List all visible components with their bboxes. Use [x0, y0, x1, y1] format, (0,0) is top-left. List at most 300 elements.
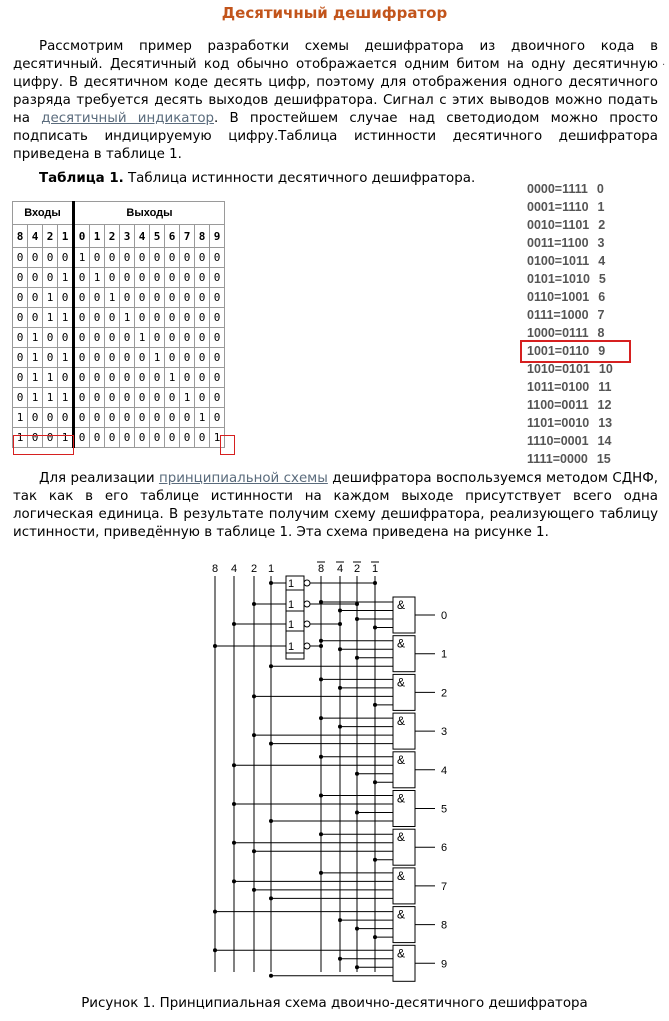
inverted-input-label-4: 4 — [336, 563, 344, 575]
output-cell: 0 — [120, 248, 135, 268]
output-cell: 0 — [90, 308, 105, 328]
intro-paragraph: Рассмотрим пример разработки схемы дешифратора из двоичного кода в десятичный. Десятичный код обычно отображается одним битом на одну десятичную цифру. В десятичном коде десять цифр, поэтому для отображения одного десятичного разряда требуется десять выходов дешифратора. Сигнал с этих выводов можно подать на десятичный индикатор. В простейшем случае над светодиодом можно просто подписать индицируемую цифру.Таблица истинности десятичного дешифратора приведена в таблице 1. — [13, 39, 658, 162]
input-cell: 1 — [43, 368, 58, 388]
junction-dot — [319, 794, 323, 798]
output-cell: 0 — [120, 328, 135, 348]
table-row — [13, 348, 225, 368]
input-label-4: 4 — [230, 563, 238, 575]
code-value: 1010=0101 — [527, 362, 590, 376]
output-cell: 0 — [165, 268, 180, 288]
row-highlight-inputs — [13, 435, 74, 455]
code-value: 1111=0000 — [527, 452, 588, 466]
input-cell: 0 — [13, 268, 28, 288]
output-cell: 0 — [165, 248, 180, 268]
table-row — [13, 388, 225, 408]
inverter-label: 1 — [287, 641, 295, 653]
output-cell: 0 — [180, 328, 195, 348]
junction-dot — [338, 622, 342, 626]
output-cell: 0 — [210, 248, 225, 268]
input-cell: 0 — [28, 308, 43, 328]
output-cell: 0 — [165, 328, 180, 348]
code-number: 7 — [597, 308, 605, 322]
junction-dot — [355, 656, 359, 660]
output-label-6: 6 — [440, 842, 448, 855]
output-cell: 0 — [210, 368, 225, 388]
code-value: 1000=0111 — [527, 326, 589, 340]
junction-dot — [269, 819, 273, 823]
junction-dot — [213, 948, 217, 952]
junction-dot — [232, 841, 236, 845]
code-number: 8 — [597, 326, 605, 340]
output-label-1: 1 — [440, 648, 448, 661]
input-cell: 1 — [58, 308, 74, 328]
output-cell: 1 — [105, 288, 120, 308]
and-gate-label: & — [396, 752, 406, 767]
output-cell: 0 — [195, 248, 210, 268]
table-row — [13, 368, 225, 388]
output-cell: 0 — [210, 348, 225, 368]
inverted-input-label-2: 2 — [353, 563, 361, 575]
output-cell: 0 — [195, 308, 210, 328]
output-cell: 0 — [210, 408, 225, 428]
and-gate-label: & — [396, 675, 406, 690]
output-cell: 0 — [150, 328, 165, 348]
code-list-item — [527, 378, 619, 396]
code-number: 2 — [598, 218, 606, 232]
output-cell: 1 — [195, 408, 210, 428]
input-cell: 0 — [28, 248, 43, 268]
code-value: 0010=1101 — [527, 218, 590, 232]
input-label-2: 2 — [250, 563, 258, 575]
input-col-8: 8 — [13, 225, 28, 248]
junction-dot — [355, 772, 359, 776]
output-cell: 0 — [135, 388, 150, 408]
table-row — [13, 328, 225, 348]
code-list-item — [527, 306, 619, 324]
code-value: 0111=1000 — [527, 308, 589, 322]
junction-dot — [373, 581, 377, 585]
junction-dot — [269, 581, 273, 585]
input-cell: 1 — [43, 288, 58, 308]
junction-dot — [213, 910, 217, 914]
output-cell: 0 — [135, 268, 150, 288]
code-number: 14 — [597, 434, 612, 448]
code-value: 0011=1100 — [527, 236, 589, 250]
input-cell: 0 — [43, 348, 58, 368]
output-cell: 0 — [135, 248, 150, 268]
inverter-bubble — [304, 580, 310, 586]
output-cell: 0 — [135, 368, 150, 388]
code-value: 1101=0010 — [527, 416, 590, 430]
input-cell: 0 — [28, 268, 43, 288]
junction-dot — [355, 811, 359, 815]
and-gate-label: & — [396, 636, 406, 651]
code-list-item — [527, 396, 619, 414]
output-cell: 0 — [195, 388, 210, 408]
input-cell: 0 — [58, 288, 74, 308]
junction-dot — [252, 888, 256, 892]
output-cell: 0 — [210, 328, 225, 348]
output-cell: 0 — [120, 348, 135, 368]
truth-table — [12, 201, 225, 448]
junction-dot — [319, 871, 323, 875]
output-cell: 0 — [74, 428, 90, 448]
junction-dot — [373, 626, 377, 630]
output-col-3: 3 — [120, 225, 135, 248]
junction-dot — [319, 755, 323, 759]
junction-dot — [269, 664, 273, 668]
junction-dot — [355, 602, 359, 606]
schematic-link[interactable]: принципиальной схемы — [158, 471, 328, 486]
output-cell: 0 — [195, 268, 210, 288]
output-cell: 1 — [165, 368, 180, 388]
output-cell: 0 — [150, 428, 165, 448]
input-cell: 1 — [28, 388, 43, 408]
output-cell: 0 — [180, 348, 195, 368]
output-cell: 0 — [135, 308, 150, 328]
output-cell: 1 — [180, 388, 195, 408]
input-cell: 0 — [58, 248, 74, 268]
junction-dot — [213, 644, 217, 648]
input-cell: 0 — [13, 328, 28, 348]
output-cell: 0 — [180, 408, 195, 428]
code-list-item — [527, 216, 619, 234]
code-list-item — [527, 252, 619, 270]
output-cell: 0 — [90, 248, 105, 268]
output-cell: 0 — [165, 408, 180, 428]
output-cell: 1 — [120, 308, 135, 328]
junction-dot — [232, 802, 236, 806]
output-cell: 0 — [105, 268, 120, 288]
output-cell: 0 — [105, 388, 120, 408]
output-cell: 0 — [90, 348, 105, 368]
code-list-item — [527, 234, 619, 252]
output-label-8: 8 — [440, 919, 448, 932]
junction-dot — [269, 896, 273, 900]
inverter-bubble — [304, 621, 310, 627]
code-number: 12 — [597, 398, 612, 412]
output-cell: 0 — [74, 328, 90, 348]
output-cell: 0 — [105, 328, 120, 348]
output-cell: 1 — [150, 348, 165, 368]
junction-dot — [319, 600, 323, 604]
and-gate-label: & — [396, 868, 406, 883]
junction-dot — [355, 965, 359, 969]
input-cell: 0 — [58, 408, 74, 428]
junction-dot — [373, 858, 377, 862]
output-cell: 0 — [74, 268, 90, 288]
output-cell: 0 — [74, 288, 90, 308]
decimal-indicator-link[interactable]: десятичный индикатор — [41, 111, 215, 126]
code-highlight — [520, 340, 631, 363]
output-cell: 1 — [90, 268, 105, 288]
junction-dot — [338, 725, 342, 729]
code-list-item — [527, 414, 619, 432]
output-cell: 0 — [74, 388, 90, 408]
input-cell: 0 — [13, 308, 28, 328]
code-number: 5 — [598, 272, 606, 286]
and-gate-label: & — [396, 907, 406, 922]
junction-dot — [319, 644, 323, 648]
output-cell: 0 — [120, 388, 135, 408]
input-cell: 1 — [43, 388, 58, 408]
table-caption: Таблица 1. Таблица истинности десятичного дешифратора. — [39, 171, 476, 186]
output-label-4: 4 — [440, 764, 448, 777]
output-cell: 0 — [90, 428, 105, 448]
output-cell: 0 — [90, 408, 105, 428]
output-cell: 1 — [74, 248, 90, 268]
output-cell: 0 — [135, 428, 150, 448]
output-cell: 0 — [180, 428, 195, 448]
output-cell: 0 — [165, 288, 180, 308]
junction-dot — [232, 622, 236, 626]
output-cell: 0 — [90, 288, 105, 308]
input-cell: 0 — [43, 428, 58, 448]
input-cell: 0 — [13, 388, 28, 408]
table-row — [13, 248, 225, 268]
code-value: 1110=0001 — [527, 434, 589, 448]
input-cell: 0 — [13, 288, 28, 308]
output-cell: 0 — [105, 348, 120, 368]
junction-dot — [355, 617, 359, 621]
output-col-9: 9 — [210, 225, 225, 248]
output-cell: 0 — [120, 408, 135, 428]
input-cell: 1 — [28, 328, 43, 348]
and-gate-label: & — [396, 598, 406, 612]
code-number: 15 — [596, 452, 611, 466]
input-cell: 0 — [28, 428, 43, 448]
output-cell: 0 — [195, 288, 210, 308]
output-cell: 0 — [150, 248, 165, 268]
outputs-header: Выходы — [74, 202, 225, 225]
junction-dot — [252, 733, 256, 737]
output-cell: 0 — [74, 408, 90, 428]
output-label-2: 2 — [440, 687, 448, 700]
code-number: 1 — [597, 200, 605, 214]
output-cell: 0 — [180, 368, 195, 388]
input-cell: 0 — [13, 248, 28, 268]
input-cell: 1 — [58, 428, 74, 448]
output-cell: 0 — [150, 288, 165, 308]
output-cell: 0 — [150, 368, 165, 388]
code-value: 1100=0011 — [527, 398, 589, 412]
input-col-2: 2 — [43, 225, 58, 248]
figure-caption: Рисунок 1. Принципиальная схема двоично-десятичного дешифратора — [81, 996, 588, 1011]
page-title: Десятичный дешифратор — [221, 4, 448, 22]
output-cell: 0 — [120, 288, 135, 308]
output-cell: 0 — [150, 408, 165, 428]
output-cell: 0 — [105, 408, 120, 428]
code-value: 0100=1011 — [527, 254, 590, 268]
junction-dot — [232, 879, 236, 883]
junction-dot — [319, 716, 323, 720]
input-cell: 1 — [28, 348, 43, 368]
junction-dot — [338, 647, 342, 651]
code-number: 4 — [598, 254, 606, 268]
output-col-2: 2 — [105, 225, 120, 248]
inverter-label: 1 — [287, 619, 295, 631]
second-paragraph: Для реализации принципиальной схемы дешифратора воспользуемся методом СДНФ, так как в его таблице истинности на каждом выходе присутствует всего одна логическая единица. В результате получим схему дешифратора, реализующего таблицу истинности, приведённую в таблице 1. Эта схема приведена на рисунке 1. — [13, 471, 659, 540]
junction-dot — [319, 832, 323, 836]
output-cell: 0 — [105, 248, 120, 268]
output-cell: 0 — [210, 288, 225, 308]
output-cell: 0 — [165, 308, 180, 328]
code-value: 1001=0110 — [527, 344, 590, 358]
junction-dot — [338, 957, 342, 961]
input-cell: 0 — [13, 368, 28, 388]
junction-dot — [338, 918, 342, 922]
and-gate-label: & — [396, 714, 406, 729]
output-cell: 0 — [74, 308, 90, 328]
inverter-label: 1 — [287, 599, 295, 611]
junction-dot — [373, 935, 377, 939]
output-cell: 0 — [150, 388, 165, 408]
input-cell: 0 — [43, 408, 58, 428]
code-number: 11 — [598, 380, 612, 394]
input-col-1: 1 — [58, 225, 74, 248]
input-cell: 1 — [58, 268, 74, 288]
junction-dot — [252, 849, 256, 853]
output-label-0: 0 — [440, 610, 448, 622]
output-cell: 0 — [105, 368, 120, 388]
and-gate-label: & — [396, 830, 406, 845]
code-number: 6 — [598, 290, 606, 304]
output-label-9: 9 — [440, 958, 448, 971]
output-cell: 0 — [210, 308, 225, 328]
code-number: 9 — [598, 344, 606, 358]
output-cell: 0 — [165, 428, 180, 448]
decoder-schematic — [0, 560, 669, 990]
output-cell: 0 — [195, 348, 210, 368]
output-cell: 0 — [210, 268, 225, 288]
output-col-6: 6 — [165, 225, 180, 248]
table-row — [13, 268, 225, 288]
output-cell: 0 — [180, 308, 195, 328]
output-cell: 0 — [180, 268, 195, 288]
code-value: 0000=1111 — [527, 182, 588, 196]
output-cell: 0 — [120, 428, 135, 448]
inverted-input-label-1: 1 — [371, 563, 379, 575]
input-label-1: 1 — [267, 563, 275, 575]
inverter-bubble — [304, 601, 310, 607]
input-cell: 1 — [13, 408, 28, 428]
code-number: 0 — [596, 182, 604, 196]
output-cell: 0 — [195, 368, 210, 388]
input-label-8: 8 — [211, 563, 219, 575]
junction-dot — [338, 609, 342, 613]
output-cell: 0 — [210, 388, 225, 408]
output-col-5: 5 — [150, 225, 165, 248]
code-list-item — [527, 270, 619, 288]
output-cell: 0 — [195, 328, 210, 348]
output-cell: 0 — [90, 368, 105, 388]
input-cell: 0 — [28, 408, 43, 428]
input-cell: 1 — [58, 388, 74, 408]
output-col-8: 8 — [195, 225, 210, 248]
output-cell: 0 — [74, 348, 90, 368]
code-number: 3 — [597, 236, 605, 250]
row-highlight-output — [220, 435, 235, 455]
output-label-5: 5 — [440, 803, 448, 816]
output-cell: 0 — [74, 368, 90, 388]
output-cell: 0 — [120, 268, 135, 288]
code-list-item — [527, 288, 619, 306]
code-list — [527, 180, 619, 468]
code-value: 0110=1001 — [527, 290, 590, 304]
output-cell: 0 — [180, 248, 195, 268]
inverter-label: 1 — [287, 578, 295, 590]
output-cell: 0 — [150, 268, 165, 288]
code-value: 0101=1010 — [527, 272, 590, 286]
code-number: 10 — [598, 362, 613, 376]
input-cell: 0 — [28, 288, 43, 308]
output-cell: 1 — [135, 328, 150, 348]
inverter-bubble — [304, 643, 310, 649]
input-cell: 1 — [58, 348, 74, 368]
junction-dot — [269, 974, 273, 978]
output-col-1: 1 — [90, 225, 105, 248]
inverted-input-label-8: 8 — [317, 563, 325, 575]
output-cell: 0 — [90, 388, 105, 408]
input-cell: 0 — [43, 328, 58, 348]
output-cell: 0 — [195, 428, 210, 448]
input-cell: 0 — [58, 368, 74, 388]
side-mark: · — [662, 60, 666, 71]
output-cell: 0 — [90, 328, 105, 348]
input-cell: 0 — [13, 348, 28, 368]
input-col-4: 4 — [28, 225, 43, 248]
table-row — [13, 288, 225, 308]
output-cell: 0 — [135, 348, 150, 368]
output-cell: 0 — [105, 428, 120, 448]
junction-dot — [269, 742, 273, 746]
table-row — [13, 308, 225, 328]
output-cell: 0 — [135, 408, 150, 428]
output-cell: 0 — [135, 288, 150, 308]
code-number: 13 — [598, 416, 613, 430]
and-gate-label: & — [396, 791, 406, 806]
output-label-3: 3 — [440, 726, 448, 739]
output-label-7: 7 — [440, 880, 448, 893]
input-cell: 0 — [43, 248, 58, 268]
junction-dot — [319, 677, 323, 681]
and-gate-label: & — [396, 946, 406, 961]
junction-dot — [338, 686, 342, 690]
code-list-item — [527, 432, 619, 450]
output-col-4: 4 — [135, 225, 150, 248]
output-cell: 0 — [180, 288, 195, 308]
input-cell: 1 — [43, 308, 58, 328]
output-cell: 0 — [120, 368, 135, 388]
output-cell: 1 — [210, 428, 225, 448]
code-list-item — [527, 198, 619, 216]
output-cell: 0 — [150, 308, 165, 328]
junction-dot — [232, 763, 236, 767]
code-list-item — [527, 450, 619, 468]
input-cell: 1 — [13, 428, 28, 448]
output-cell: 0 — [165, 388, 180, 408]
inputs-header: Входы — [13, 202, 74, 225]
code-value: 1011=0100 — [527, 380, 590, 394]
junction-dot — [319, 639, 323, 643]
junction-dot — [252, 694, 256, 698]
input-cell: 0 — [43, 268, 58, 288]
input-cell: 0 — [58, 328, 74, 348]
junction-dot — [373, 703, 377, 707]
junction-dot — [252, 602, 256, 606]
table-row — [13, 408, 225, 428]
junction-dot — [373, 780, 377, 784]
